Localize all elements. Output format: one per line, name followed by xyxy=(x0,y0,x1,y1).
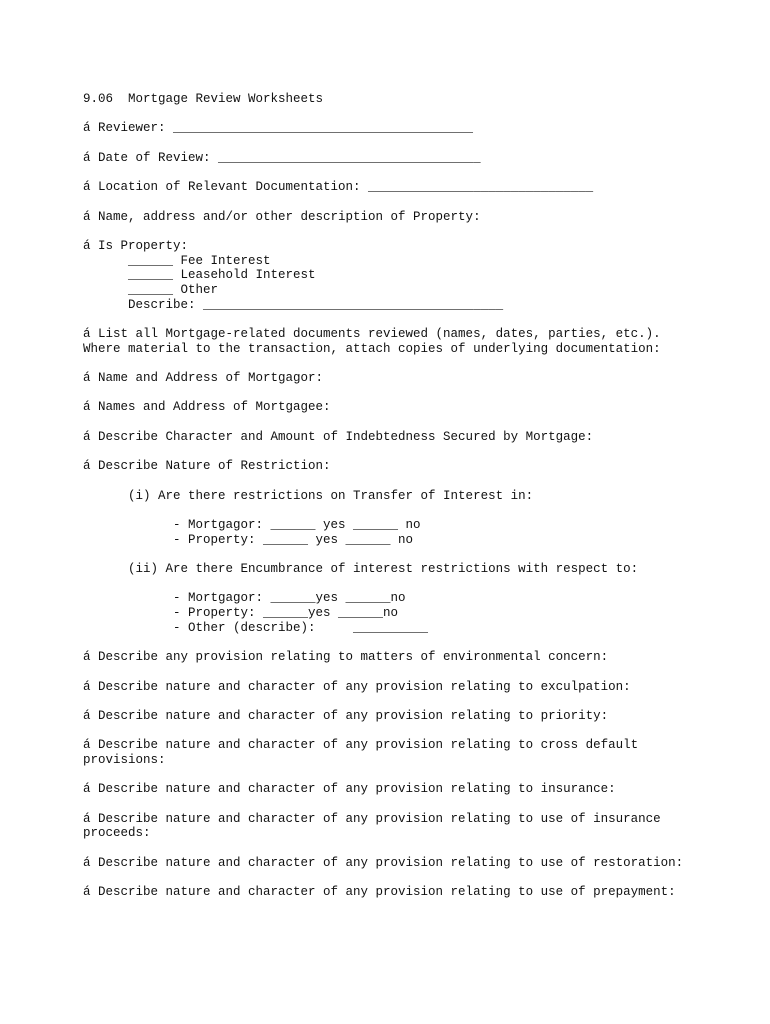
blank-line xyxy=(83,503,743,518)
encumbrance-other-option: - Other (describe): __________ xyxy=(83,620,429,635)
insurance-item: á Describe nature and character of any provision relating to insurance: xyxy=(83,782,616,797)
document-title: 9.06 Mortgage Review Worksheets xyxy=(83,92,324,106)
mortgagee-item: á Names and Address of Mortgagee: xyxy=(83,400,331,415)
blank-line xyxy=(83,797,743,812)
blank-line xyxy=(83,635,743,650)
blank-line xyxy=(83,312,743,327)
transfer-mortgagor-option: - Mortgagor: ______ yes ______ no xyxy=(83,517,421,532)
blank-line xyxy=(83,547,743,562)
encumbrance-property-option: - Property: ______yes ______no xyxy=(83,606,399,621)
blank-line xyxy=(83,356,743,371)
documentation-location-field: á Location of Relevant Documentation: ______________________________ xyxy=(83,180,594,195)
blank-line xyxy=(83,107,743,122)
blank-line xyxy=(83,165,743,180)
priority-item: á Describe nature and character of any provision relating to priority: xyxy=(83,708,609,723)
blank-line xyxy=(83,474,743,489)
documents-reviewed-item-cont: Where material to the transaction, attach copies of underlying documentation: xyxy=(83,341,661,356)
blank-line xyxy=(83,224,743,239)
worksheet-document xyxy=(83,92,743,900)
environmental-item: á Describe any provision relating to matters of environmental concern: xyxy=(83,650,609,665)
leasehold-interest-option: ______ Leasehold Interest xyxy=(83,268,316,283)
transfer-restrictions-question: (i) Are there restrictions on Transfer of Interest in: xyxy=(83,488,534,503)
describe-field: Describe: ________________________________________ xyxy=(83,297,504,312)
documents-reviewed-item: á List all Mortgage-related documents reviewed (names, dates, parties, etc.). xyxy=(83,327,661,341)
restriction-item: á Describe Nature of Restriction: xyxy=(83,459,331,474)
blank-line xyxy=(83,386,743,401)
cross-default-item: á Describe nature and character of any provision relating to cross default xyxy=(83,738,639,753)
exculpation-item: á Describe nature and character of any provision relating to exculpation: xyxy=(83,679,631,694)
blank-line xyxy=(83,841,743,856)
insurance-proceeds-item: á Describe nature and character of any provision relating to use of insurance xyxy=(83,811,661,826)
blank-line xyxy=(83,870,743,885)
blank-line xyxy=(83,577,743,592)
blank-line xyxy=(83,768,743,783)
blank-line xyxy=(83,445,743,460)
prepayment-item: á Describe nature and character of any provision relating to use of prepayment: xyxy=(83,885,676,900)
cross-default-item-cont: provisions: xyxy=(83,752,166,767)
blank-line xyxy=(83,694,743,709)
encumbrance-mortgagor-option: - Mortgagor: ______yes ______no xyxy=(83,591,406,606)
encumbrance-restrictions-question: (ii) Are there Encumbrance of interest restrictions with respect to: xyxy=(83,562,639,576)
indebtedness-item: á Describe Character and Amount of Indebtedness Secured by Mortgage: xyxy=(83,429,594,444)
blank-line xyxy=(83,415,743,430)
restoration-item: á Describe nature and character of any provision relating to use of restoration: xyxy=(83,855,684,870)
transfer-property-option: - Property: ______ yes ______ no xyxy=(83,532,414,547)
blank-line xyxy=(83,724,743,739)
fee-interest-option: ______ Fee Interest xyxy=(83,253,271,268)
blank-line xyxy=(83,136,743,151)
is-property-item: á Is Property: xyxy=(83,238,189,253)
insurance-proceeds-item-cont: proceeds: xyxy=(83,826,151,841)
reviewer-field: á Reviewer: ________________________________________ xyxy=(83,121,474,136)
property-description-item: á Name, address and/or other description of Property: xyxy=(83,209,481,224)
date-of-review-field: á Date of Review: ___________________________________ xyxy=(83,150,481,165)
blank-line xyxy=(83,665,743,680)
blank-line xyxy=(83,195,743,210)
other-option: ______ Other xyxy=(83,282,219,297)
mortgagor-item: á Name and Address of Mortgagor: xyxy=(83,371,324,386)
